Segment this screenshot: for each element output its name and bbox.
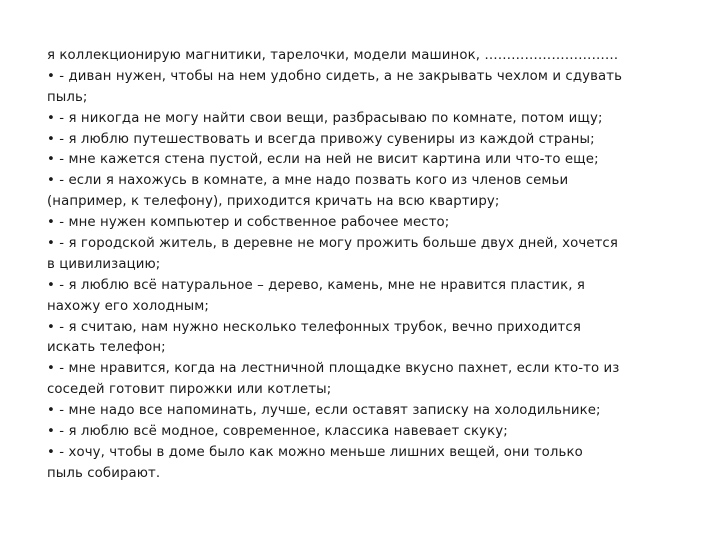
text-line: (например, к телефону), приходится кричать на всю квартиру;: [47, 194, 500, 210]
text-line: • - я городской житель, в деревне не могу прожить больше двух дней, хочется: [47, 236, 618, 252]
text-line: • - я люблю путешествовать и всегда привожу сувениры из каждой страны;: [47, 131, 595, 147]
text-line: соседей готовит пирожки или котлеты;: [47, 382, 332, 398]
text-line: искать телефон;: [47, 340, 166, 356]
text-line: я коллекционирую магнитики, тарелочки, модели машинок, …………………………: [47, 48, 619, 63]
text-line: • - я считаю, нам нужно несколько телефонных трубок, вечно приходится: [47, 319, 581, 335]
text-line: • - мне кажется стена пустой, если на ней не висит картина или что-то еще;: [47, 152, 599, 168]
text-line: в цивилизацию;: [47, 256, 161, 272]
text-line: пыль собирают.: [47, 465, 161, 481]
text-line: • - мне нужен компьютер и собственное рабочее место;: [47, 215, 450, 231]
document-text-block: [47, 46, 687, 485]
text-line: • - я никогда не могу найти свои вещи, разбрасываю по комнате, потом ищу;: [47, 110, 603, 126]
text-line: • - я люблю всё натуральное – дерево, камень, мне не нравится пластик, я: [47, 277, 585, 293]
text-line: • - хочу, чтобы в доме было как можно меньше лишних вещей, они только: [47, 444, 583, 460]
text-line: нахожу его холодным;: [47, 298, 209, 314]
text-line: • - мне надо все напоминать, лучше, если оставят записку на холодильнике;: [47, 403, 601, 419]
text-line: • - я люблю всё модное, современное, классика навевает скуку;: [47, 424, 508, 440]
text-line: • - диван нужен, чтобы на нем удобно сидеть, а не закрывать чехлом и сдувать: [47, 68, 623, 84]
text-line: • - если я нахожусь в комнате, а мне надо позвать кого из членов семьи: [47, 173, 569, 189]
text-line: • - мне нравится, когда на лестничной площадке вкусно пахнет, если кто-то из: [47, 361, 620, 377]
text-line: пыль;: [47, 89, 88, 105]
